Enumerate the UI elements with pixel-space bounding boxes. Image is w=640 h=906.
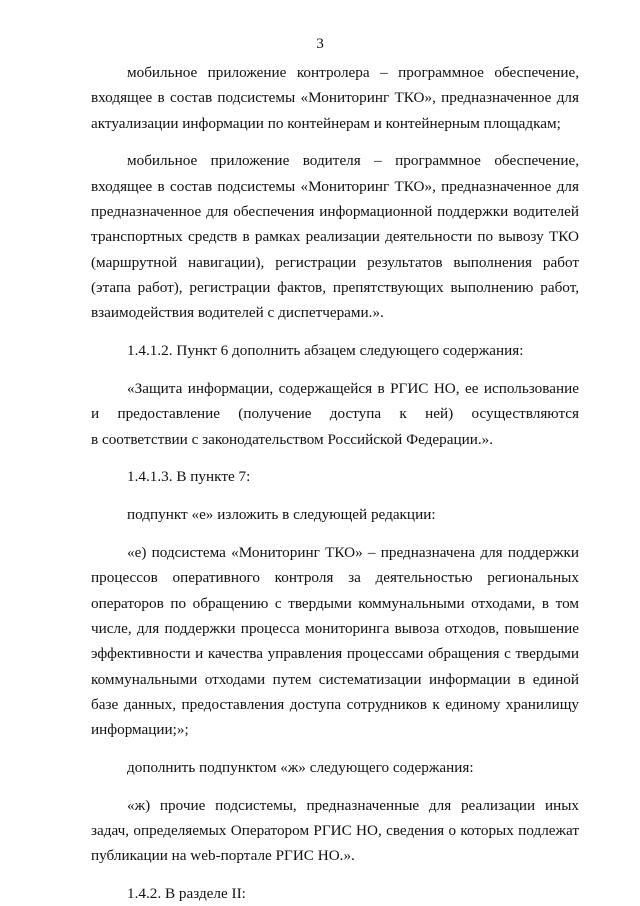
page-number: 3 <box>316 35 324 52</box>
text-line: 1.4.2. В разделе II: <box>127 885 246 903</box>
text-line: в соответствии с законодательством Российской Федерации.». <box>91 430 494 448</box>
text-line: и предоставление (получение доступа к ней) осуществляются <box>91 405 579 423</box>
paragraph-gap <box>91 326 579 338</box>
text-line: базе данных, предоставления доступа сотрудников к единому хранилищу <box>91 695 579 713</box>
text-line: (этапа работ), регистрации фактов, препятствующих выполнению работ, <box>91 279 579 297</box>
text-line: подпункт «е» изложить в следующей редакции: <box>127 506 436 524</box>
text-line: эффективности и качества управления процессами обращения с твердыми <box>91 645 579 663</box>
text-line: 1.4.1.2. Пункт 6 дополнить абзацем следующего содержания: <box>127 342 524 360</box>
text-line: операторов по обращению с твердыми коммунальными отходами, в том <box>91 594 579 612</box>
paragraph-gap <box>91 527 579 539</box>
text-line: входящее в состав подсистемы «Мониторинг ТКО», предназначенное для <box>91 89 579 107</box>
text-line: транспортных средств в рамках реализации деятельности по вывозу ТКО <box>91 228 579 246</box>
text-line: информации;»; <box>91 721 189 739</box>
paragraph-gap <box>91 780 579 792</box>
text-line: взаимодействия водителей с диспетчерами.». <box>91 304 384 322</box>
text-line: дополнить подпунктом «ж» следующего содержания: <box>127 758 474 776</box>
text-line: «е) подсистема «Мониторинг ТКО» – предназначена для поддержки <box>127 543 579 561</box>
paragraph-gap <box>91 869 579 881</box>
text-line: входящее в состав подсистемы «Мониторинг ТКО», предназначенное для <box>91 177 579 195</box>
text-line: публикации на web-портале РГИС НО.». <box>91 847 355 865</box>
text-line: мобильное приложение контролера – программное обеспечение, <box>127 64 579 81</box>
paragraph-gap <box>91 490 579 502</box>
paragraph-gap <box>91 364 579 376</box>
paragraph-gap <box>91 136 579 148</box>
text-line: «Защита информации, содержащейся в РГИС НО, ее использование <box>127 379 579 397</box>
text-line: предназначенное для обеспечения информационной поддержки водителей <box>91 203 579 221</box>
text-line: мобильное приложение водителя – программное обеспечение, <box>127 152 579 170</box>
text-line: процессов оперативного контроля за деятельностью региональных <box>91 569 579 587</box>
text-line: задач, определяемых Оператором РГИС НО, сведения о которых подлежат <box>91 822 579 840</box>
paragraph-gap <box>91 743 579 755</box>
text-line: (маршрутной навигации), регистрации результатов выполнения работ <box>91 253 579 271</box>
paragraph-gap <box>91 452 579 464</box>
document-body <box>91 60 579 906</box>
text-line: коммунальными отходами путем систематизации информации в единой <box>91 670 579 688</box>
text-line: актуализации информации по контейнерам и контейнерным площадкам; <box>91 114 561 132</box>
text-line: «ж) прочие подсистемы, предназначенные для реализации иных <box>127 796 579 814</box>
text-line: числе, для поддержки процесса мониторинга вывоза отходов, повышение <box>91 619 579 637</box>
text-line: 1.4.1.3. В пункте 7: <box>127 468 251 486</box>
